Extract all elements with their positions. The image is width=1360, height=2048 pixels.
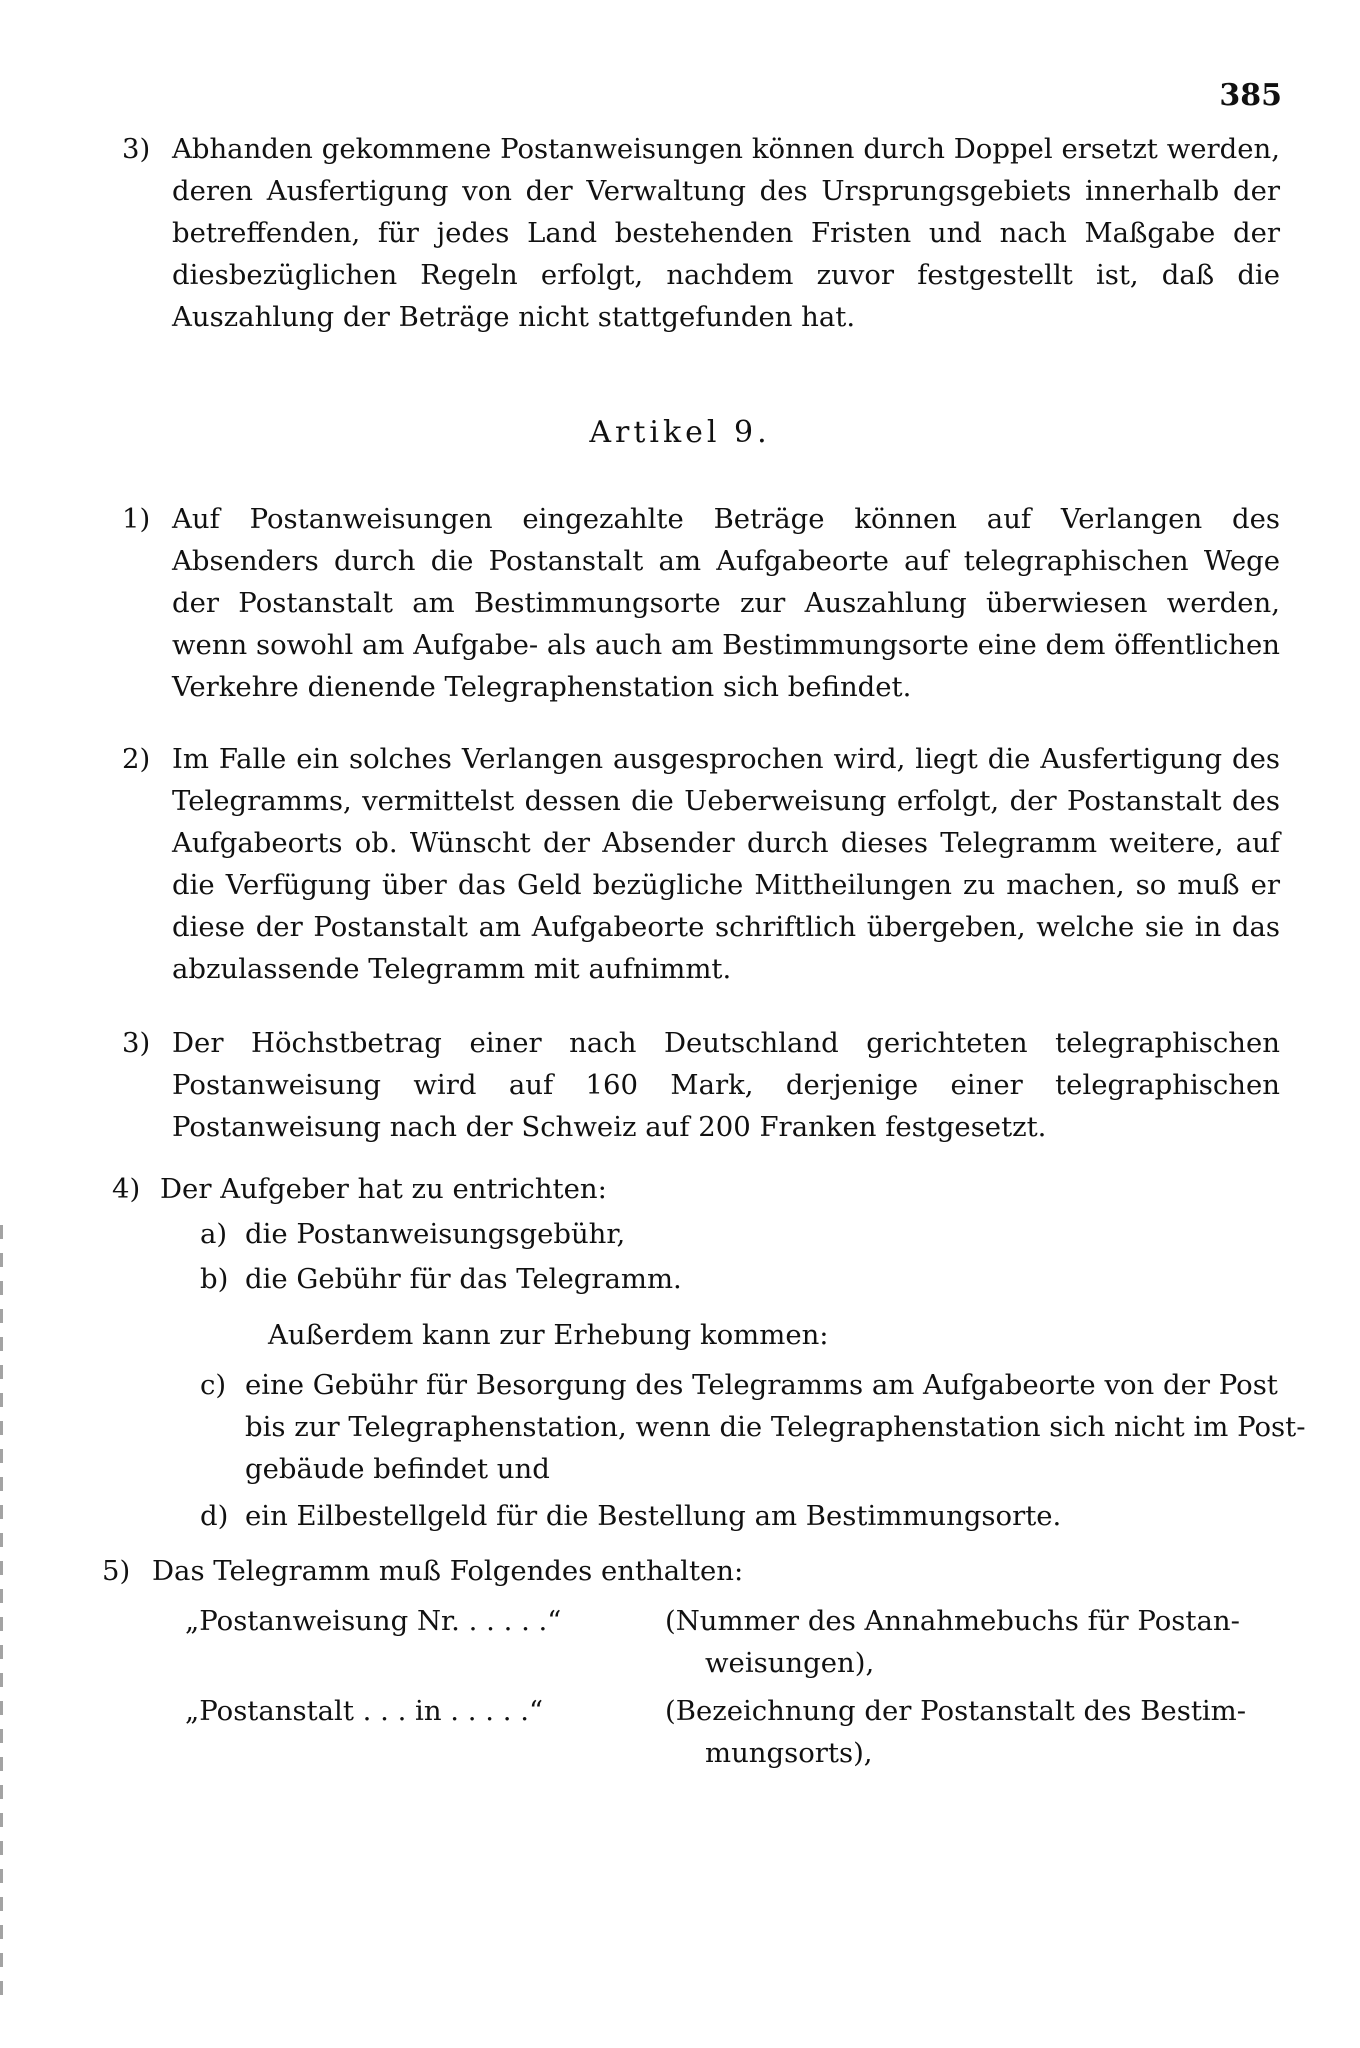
list-item-b: die Gebühr für das Telegramm.	[245, 1263, 682, 1295]
paragraph-text: Auf Postanweisungen eingezahlte Beträge können auf Verlangen des Absenders durch die Postanstalt am Aufgabeorte auf telegraphischen Wege der Postanstalt am Bestimmungsorte zur Auszahlung überwiesen werden, wenn sowohl am Aufgabe- als auch am Bestimmungsorte eine dem öffentlichen Verkehre dienende Telegraphenstation sich befindet.	[172, 503, 1280, 703]
telegram-entry-1-desc-line-2: weisungen),	[705, 1647, 875, 1679]
list-item-c-line-1: eine Gebühr für Besorgung des Telegramms am Aufgabeorte von der Post	[245, 1369, 1278, 1401]
list-label-d: d)	[200, 1500, 229, 1532]
paragraph-number: 4)	[112, 1173, 141, 1205]
telegram-entry-2-key: „Postanstalt . . . in . . . . .“	[185, 1695, 544, 1727]
article-heading: Artikel 9.	[589, 415, 771, 450]
extra-heading: Außerdem kann zur Erhebung kommen:	[268, 1319, 829, 1351]
telegram-entry-2-desc-line-1: (Bezeichnung der Postanstalt des Bestim-	[665, 1695, 1247, 1727]
list-label-c: c)	[200, 1369, 227, 1401]
list-label-b: b)	[200, 1263, 229, 1295]
paragraph-intro: Das Telegramm muß Folgendes enthalten:	[152, 1555, 744, 1587]
paragraph-text: Abhanden gekommene Postanweisungen können durch Doppel ersetzt werden, deren Ausfertigung von der Verwaltung des Ursprungsgebiets innerhalb der betreffenden, für jedes Land bestehenden Fristen und nach Maßgabe der diesbezüglichen Regeln erfolgt, nachdem zuvor festgestellt ist, daß die Auszahlung der Beträge nicht stattgefunden hat.	[172, 133, 1280, 333]
list-label-a: a)	[200, 1218, 228, 1250]
paragraph-number: 5)	[102, 1555, 131, 1587]
list-item-d: ein Eilbestellgeld für die Bestellung am Bestimmungsorte.	[245, 1500, 1062, 1532]
paragraph-text: Im Falle ein solches Verlangen ausgesprochen wird, liegt die Ausfertigung des Telegramms, vermittelst dessen die Ueberweisung erfolgt, der Postanstalt des Aufgabeorts ob. Wünscht der Absender durch dieses Telegramm weitere, auf die Verfügung über das Geld bezügliche Mittheilungen zu machen, so muß er diese der Postanstalt am Aufgabeorte schriftlich übergeben, welche sie in das abzulassende Telegramm mit aufnimmt.	[172, 743, 1280, 985]
list-item-a: die Postanweisungsgebühr,	[245, 1218, 626, 1250]
paragraph-number: 3)	[122, 1027, 151, 1059]
list-item-c-line-2: bis zur Telegraphenstation, wenn die Telegraphenstation sich nicht im Post-	[245, 1411, 1306, 1443]
telegram-entry-1-desc-line-1: (Nummer des Annahmebuchs für Postan-	[665, 1605, 1240, 1637]
paragraph-number: 3)	[122, 133, 151, 165]
telegram-entry-1-key: „Postanweisung Nr. . . . . .“	[185, 1605, 562, 1637]
page-number: 385	[1219, 78, 1282, 113]
paragraph-number: 2)	[122, 743, 151, 775]
paragraph-intro: Der Aufgeber hat zu entrichten:	[160, 1173, 607, 1205]
paragraph-number: 1)	[122, 503, 151, 535]
scan-margin-marks	[0, 1225, 3, 2005]
telegram-entry-2-desc-line-2: mungsorts),	[705, 1737, 873, 1769]
list-item-c-line-3: gebäude befindet und	[245, 1453, 550, 1485]
paragraph-text: Der Höchstbetrag einer nach Deutschland gerichteten telegraphischen Postanweisung wird auf 160 Mark, derjenige einer telegraphischen Postanweisung nach der Schweiz auf 200 Franken festgesetzt.	[172, 1027, 1280, 1143]
